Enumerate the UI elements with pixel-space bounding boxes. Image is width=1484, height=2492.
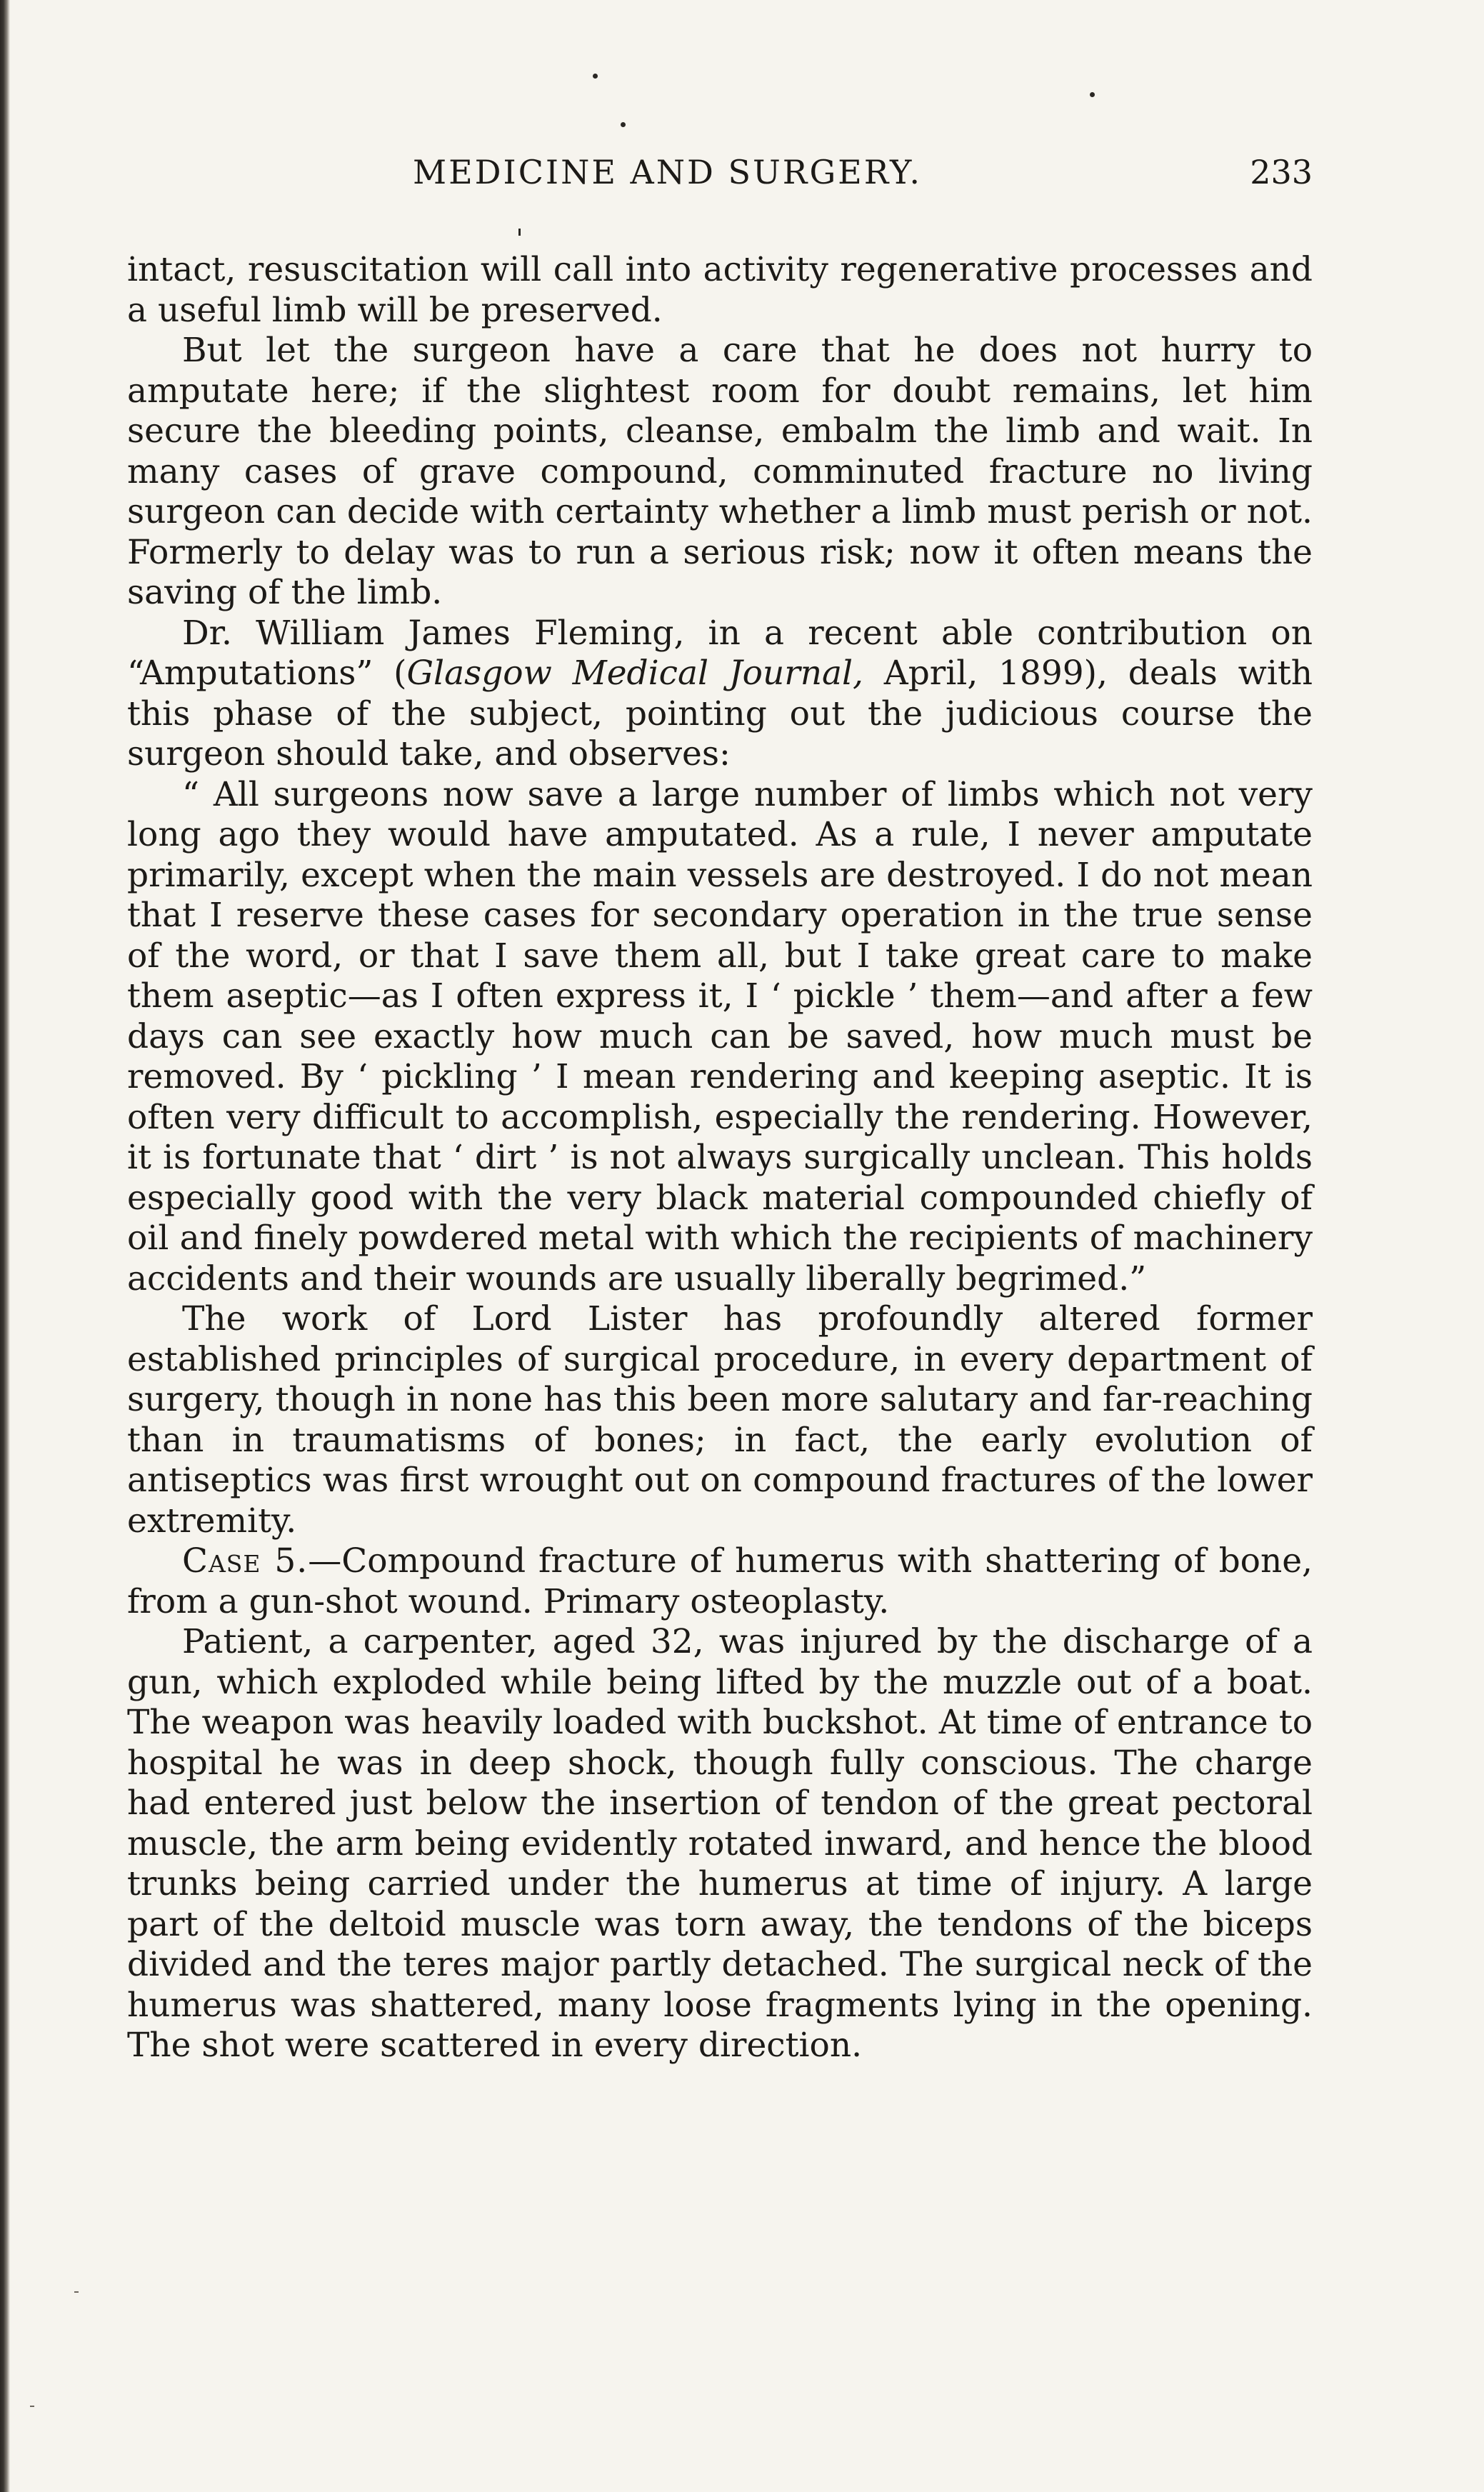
ink-mark — [518, 229, 521, 236]
case-label: Case 5. — [182, 1541, 309, 1581]
running-head — [127, 153, 1313, 210]
paragraph-quotation: “ All surgeons now save a large number of limbs which not very long ago they would have amputated. As a rule, I never amputate primarily, except when the main vessels are destroyed. I do not mean that I reserve these cases for secondary operation in the true sense of the word, or that I save them all, but I take great care to make them aseptic—as I often express it, I ‘ pickle ’ them—and after a few days can see exactly how much can be saved, how much must be removed. By ‘ pickling ’ I mean rendering and keeping aseptic. It is often very difficult to accomplish, especially the rendering. However, it is fortunate that ‘ dirt ’ is not always surgically unclean. This holds especially good with the very black material compounded chiefly of oil and finely powdered metal with which the recipients of machinery accidents and their wounds are usually liberally begrimed.” — [127, 774, 1313, 1298]
ink-mark — [30, 2406, 34, 2407]
running-title: MEDICINE AND SURGERY. — [413, 153, 923, 191]
paragraph-case-description: Patient, a carpenter, aged 32, was injured by the discharge of a gun, which exploded while being lifted by the muzzle out of a boat. The weapon was heavily loaded with buckshot. At time of entrance to hospital he was in deep shock, though fully conscious. The charge had entered just below the insertion of tendon of the great pectoral muscle, the arm being evidently rotated inward, and hence the blood trunks being carried under the humerus at time of injury. A large part of the deltoid muscle was torn away, the tendons of the biceps divided and the teres major partly detached. The surgical neck of the humerus was shattered, many loose fragments lying in the opening. The shot were scattered in every direction. — [127, 1622, 1313, 2065]
journal-title: Glasgow Medical Journal, — [406, 654, 863, 693]
paragraph-lister: The work of Lord Lister has profoundly altered former established principles of surgical procedure, in every department of surgery, though in none has this been more salutary and far-reaching than in traumatisms of bones; in fact, the early evolution of antiseptics was first wrought out on compound fractures of the lower extremity. — [127, 1299, 1313, 1541]
body-text — [127, 250, 1313, 2066]
ink-speck — [621, 122, 626, 127]
paragraph-fleming-citation — [127, 614, 1313, 775]
paragraph-continuation: intact, resuscitation will call into activity regenerative processes and a useful limb will be preserved. — [127, 250, 1313, 330]
case-title: —Compound fracture of humerus with shattering of bone, from a gun-shot wound. Primary osteoplasty. — [127, 1541, 1313, 1621]
citation-rest: April, 1899), deals with this phase of the subject, pointing out the judicious course the surgeon should take, and observes: — [127, 654, 1313, 774]
page-number: 233 — [1250, 153, 1313, 191]
ink-speck — [593, 74, 598, 79]
citation-intro: Dr. William James Fleming, in a recent able contribution on “Amputations” ( — [127, 613, 1313, 693]
ink-mark — [74, 2291, 79, 2293]
paragraph-case-heading — [127, 1541, 1313, 1622]
ink-speck — [1090, 92, 1095, 97]
paragraph-amputation-advice: But let the surgeon have a care that he does not hurry to amputate here; if the slightest room for doubt remains, let him secure the bleeding points, cleanse, embalm the limb and wait. In many cases of grave compound, comminuted fracture no living surgeon can decide with certainty whether a limb must perish or not. Formerly to delay was to run a serious risk; now it often means the saving of the limb. — [127, 331, 1313, 612]
binding-edge — [0, 0, 10, 2492]
